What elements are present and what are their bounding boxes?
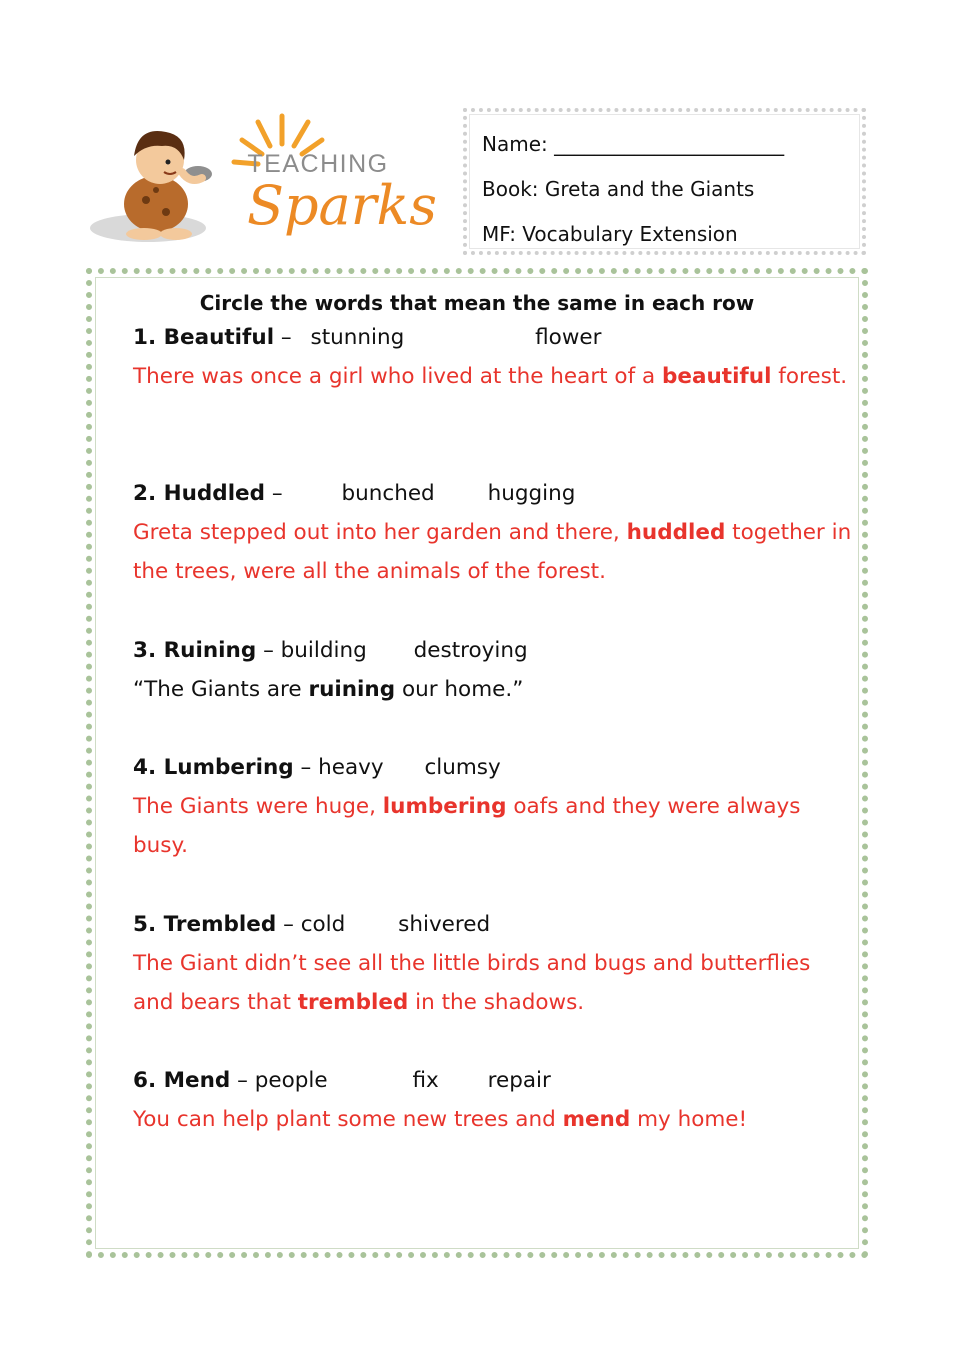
option-fix[interactable]: fix <box>412 1068 439 1093</box>
dash: – <box>283 912 294 937</box>
dash: – <box>280 325 292 350</box>
keyword: trembled <box>297 990 409 1015</box>
example-sentence: There was once a girl who lived at the heart of a beautiful forest. <box>133 364 848 389</box>
option-shivered[interactable]: shivered <box>398 912 491 937</box>
term: 5. Trembled <box>133 912 277 937</box>
term: 6. Mend <box>133 1068 231 1093</box>
option-heavy[interactable]: heavy <box>318 755 384 780</box>
vocab-item-1 <box>133 318 853 396</box>
term: 3. Ruining <box>133 638 257 663</box>
option-bunched[interactable]: bunched <box>341 481 435 506</box>
option-repair[interactable]: repair <box>487 1068 551 1093</box>
example-sentence: Greta stepped out into her garden and there, huddled together in the trees, were all the animals of the forest. <box>133 520 852 584</box>
keyword: huddled <box>626 520 726 545</box>
keyword: mend <box>562 1107 631 1132</box>
instructions-heading: Circle the words that mean the same in each row <box>199 291 755 315</box>
option-destroying[interactable]: destroying <box>413 638 528 663</box>
logo-text-teaching: TEACHING <box>247 150 389 178</box>
term: 4. Lumbering <box>133 755 294 780</box>
option-flower[interactable]: flower <box>535 325 602 350</box>
example-sentence: You can help plant some new trees and mend my home! <box>133 1107 748 1132</box>
vocab-item-3 <box>133 631 853 709</box>
example-sentence: The Giants were huge, lumbering oafs and they were always busy. <box>133 794 801 858</box>
student-info-box <box>463 108 866 255</box>
option-building[interactable]: building <box>280 638 367 663</box>
option-stunning[interactable]: stunning <box>310 325 405 350</box>
keyword: beautiful <box>662 364 772 389</box>
keyword: lumbering <box>382 794 507 819</box>
option-hugging[interactable]: hugging <box>487 481 576 506</box>
example-sentence: The Giant didn’t see all the little birds and bugs and butterflies and bears that trembled in the shadows. <box>133 951 811 1015</box>
vocab-item-4 <box>133 748 853 865</box>
dash: – <box>263 638 274 663</box>
term: 1. Beautiful <box>133 325 275 350</box>
worksheet-panel <box>86 268 868 1258</box>
vocab-item-6 <box>133 1061 853 1139</box>
teaching-sparks-logo <box>86 108 448 250</box>
option-cold[interactable]: cold <box>300 912 346 937</box>
name-field[interactable]: Name: _______________________ <box>482 132 785 156</box>
dash: – <box>237 1068 248 1093</box>
dash: – <box>300 755 312 780</box>
example-sentence: “The Giants are ruining our home.” <box>133 677 524 702</box>
option-clumsy[interactable]: clumsy <box>424 755 501 780</box>
term: 2. Huddled <box>133 481 266 506</box>
dash: – <box>271 481 283 506</box>
vocab-item-5 <box>133 905 853 1022</box>
logo-text-sparks: Sparks <box>246 174 438 237</box>
vocab-item-2 <box>133 474 853 591</box>
option-people[interactable]: people <box>254 1068 328 1093</box>
book-title: Book: Greta and the Giants <box>482 177 755 201</box>
keyword: ruining <box>308 677 396 702</box>
mf-label: MF: Vocabulary Extension <box>482 222 738 246</box>
